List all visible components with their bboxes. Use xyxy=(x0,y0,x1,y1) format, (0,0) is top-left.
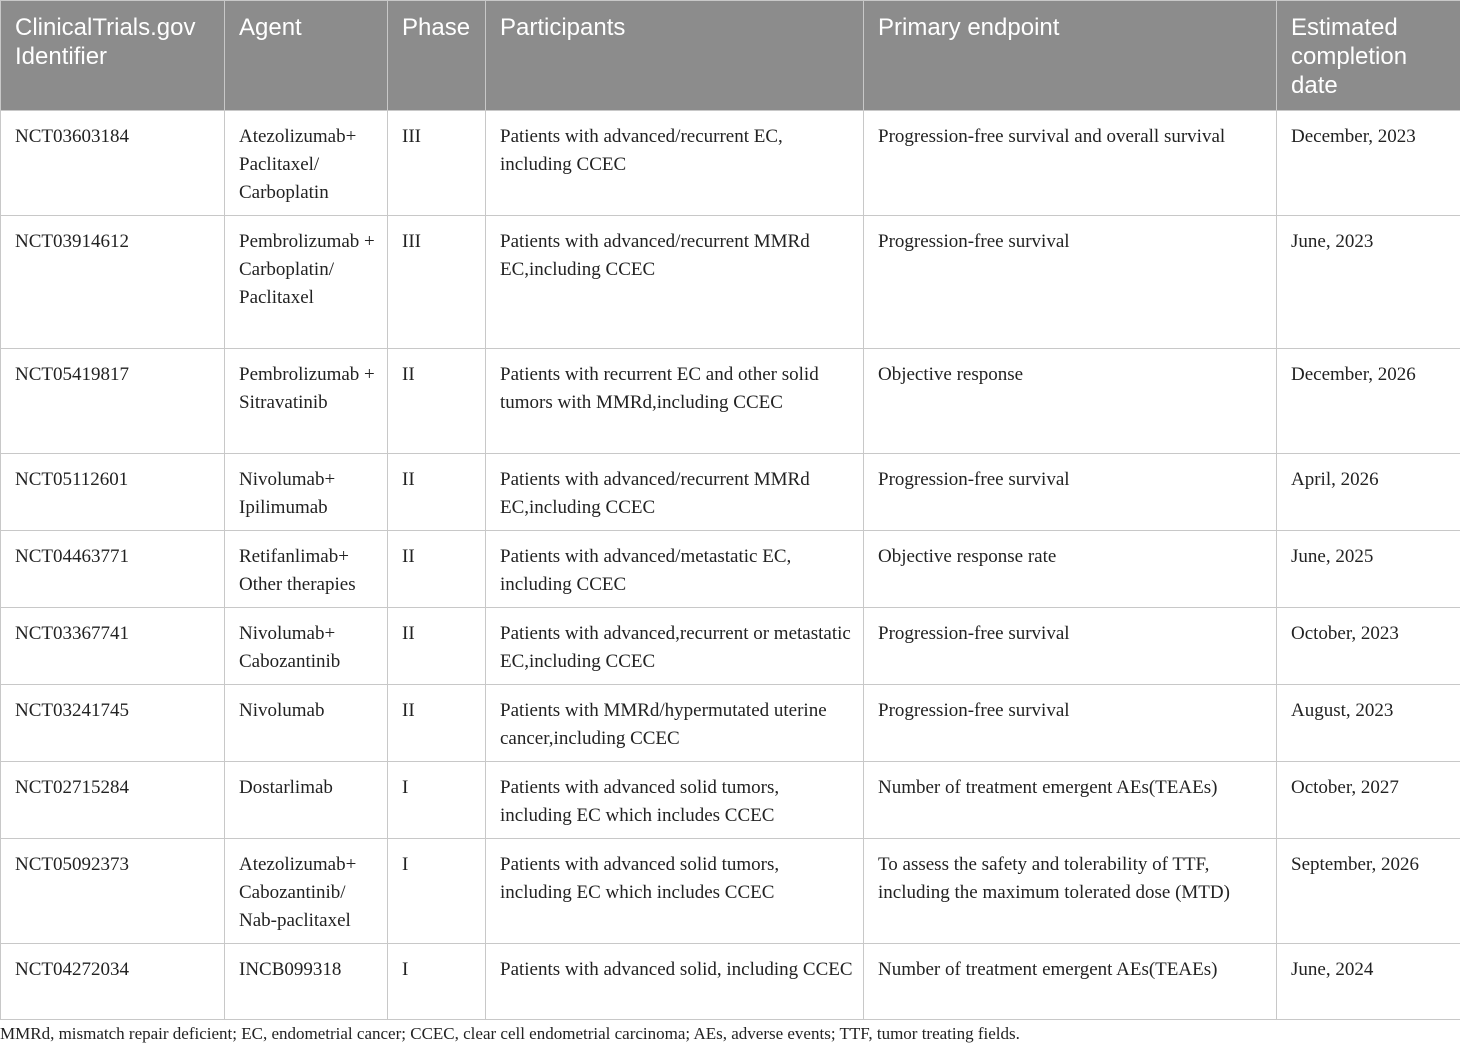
table-body xyxy=(1,111,1460,1020)
cell-participants: Patients with advanced solid tumors, including EC which includes CCEC xyxy=(486,839,864,944)
cell-identifier: NCT03241745 xyxy=(1,685,225,762)
cell-identifier: NCT03914612 xyxy=(1,216,225,349)
cell-identifier: NCT04463771 xyxy=(1,531,225,608)
header-participants: Participants xyxy=(486,1,864,111)
table-row xyxy=(1,349,1460,454)
header-agent: Agent xyxy=(225,1,388,111)
cell-agent: Retifanlimab+ Other therapies xyxy=(225,531,388,608)
cell-phase: III xyxy=(388,216,486,349)
cell-agent: Nivolumab+ Cabozantinib xyxy=(225,608,388,685)
cell-identifier: NCT05419817 xyxy=(1,349,225,454)
cell-agent: Nivolumab xyxy=(225,685,388,762)
cell-phase: II xyxy=(388,608,486,685)
cell-primary-endpoint: Progression-free survival xyxy=(864,216,1277,349)
cell-primary-endpoint: Progression-free survival xyxy=(864,685,1277,762)
cell-completion-date: December, 2026 xyxy=(1277,349,1460,454)
table-row xyxy=(1,216,1460,349)
cell-identifier: NCT03367741 xyxy=(1,608,225,685)
cell-participants: Patients with advanced solid tumors, including EC which includes CCEC xyxy=(486,762,864,839)
cell-completion-date: October, 2027 xyxy=(1277,762,1460,839)
cell-participants: Patients with advanced/recurrent EC, including CCEC xyxy=(486,111,864,216)
cell-identifier: NCT02715284 xyxy=(1,762,225,839)
cell-primary-endpoint: Progression-free survival and overall survival xyxy=(864,111,1277,216)
table-row xyxy=(1,111,1460,216)
cell-agent: Nivolumab+ Ipilimumab xyxy=(225,454,388,531)
cell-agent: Pembrolizumab + Carboplatin/ Paclitaxel xyxy=(225,216,388,349)
table-row xyxy=(1,762,1460,839)
cell-primary-endpoint: Progression-free survival xyxy=(864,608,1277,685)
cell-phase: II xyxy=(388,685,486,762)
cell-completion-date: December, 2023 xyxy=(1277,111,1460,216)
cell-participants: Patients with MMRd/hypermutated uterine cancer,including CCEC xyxy=(486,685,864,762)
cell-completion-date: August, 2023 xyxy=(1277,685,1460,762)
table-row xyxy=(1,685,1460,762)
cell-phase: II xyxy=(388,349,486,454)
cell-completion-date: June, 2023 xyxy=(1277,216,1460,349)
cell-participants: Patients with advanced/metastatic EC, including CCEC xyxy=(486,531,864,608)
cell-completion-date: June, 2025 xyxy=(1277,531,1460,608)
cell-primary-endpoint: Progression-free survival xyxy=(864,454,1277,531)
header-identifier: ClinicalTrials.gov Identifier xyxy=(1,1,225,111)
cell-participants: Patients with advanced,recurrent or metastatic EC,including CCEC xyxy=(486,608,864,685)
cell-participants: Patients with recurrent EC and other solid tumors with MMRd,including CCEC xyxy=(486,349,864,454)
table-footnote: MMRd, mismatch repair deficient; EC, endometrial cancer; CCEC, clear cell endometrial carcinoma; AEs, adverse events; TTF, tumor treating fields. xyxy=(0,1024,1020,1043)
cell-phase: I xyxy=(388,839,486,944)
cell-phase: II xyxy=(388,454,486,531)
cell-agent: Atezolizumab+ Paclitaxel/ Carboplatin xyxy=(225,111,388,216)
cell-primary-endpoint: Objective response xyxy=(864,349,1277,454)
cell-primary-endpoint: Number of treatment emergent AEs(TEAEs) xyxy=(864,762,1277,839)
table-row xyxy=(1,839,1460,944)
header-row xyxy=(1,1,1460,111)
cell-identifier: NCT05092373 xyxy=(1,839,225,944)
cell-phase: I xyxy=(388,944,486,1020)
cell-phase: III xyxy=(388,111,486,216)
cell-identifier: NCT05112601 xyxy=(1,454,225,531)
cell-completion-date: October, 2023 xyxy=(1277,608,1460,685)
cell-phase: II xyxy=(388,531,486,608)
table-row xyxy=(1,454,1460,531)
cell-agent: Dostarlimab xyxy=(225,762,388,839)
cell-participants: Patients with advanced/recurrent MMRd EC,including CCEC xyxy=(486,216,864,349)
cell-primary-endpoint: Number of treatment emergent AEs(TEAEs) xyxy=(864,944,1277,1020)
header-completion-date: Estimated completion date xyxy=(1277,1,1460,111)
cell-agent: INCB099318 xyxy=(225,944,388,1020)
cell-primary-endpoint: Objective response rate xyxy=(864,531,1277,608)
cell-completion-date: June, 2024 xyxy=(1277,944,1460,1020)
cell-identifier: NCT04272034 xyxy=(1,944,225,1020)
cell-completion-date: September, 2026 xyxy=(1277,839,1460,944)
cell-participants: Patients with advanced solid, including CCEC xyxy=(486,944,864,1020)
table-row xyxy=(1,944,1460,1020)
table-row xyxy=(1,531,1460,608)
header-primary-endpoint: Primary endpoint xyxy=(864,1,1277,111)
table-header xyxy=(1,1,1460,111)
cell-phase: I xyxy=(388,762,486,839)
cell-identifier: NCT03603184 xyxy=(1,111,225,216)
table-row xyxy=(1,608,1460,685)
cell-completion-date: April, 2026 xyxy=(1277,454,1460,531)
cell-primary-endpoint: To assess the safety and tolerability of TTF, including the maximum tolerated dose (MTD) xyxy=(864,839,1277,944)
header-phase: Phase xyxy=(388,1,486,111)
cell-agent: Atezolizumab+ Cabozantinib/ Nab-paclitaxel xyxy=(225,839,388,944)
cell-participants: Patients with advanced/recurrent MMRd EC,including CCEC xyxy=(486,454,864,531)
cell-agent: Pembrolizumab + Sitravatinib xyxy=(225,349,388,454)
